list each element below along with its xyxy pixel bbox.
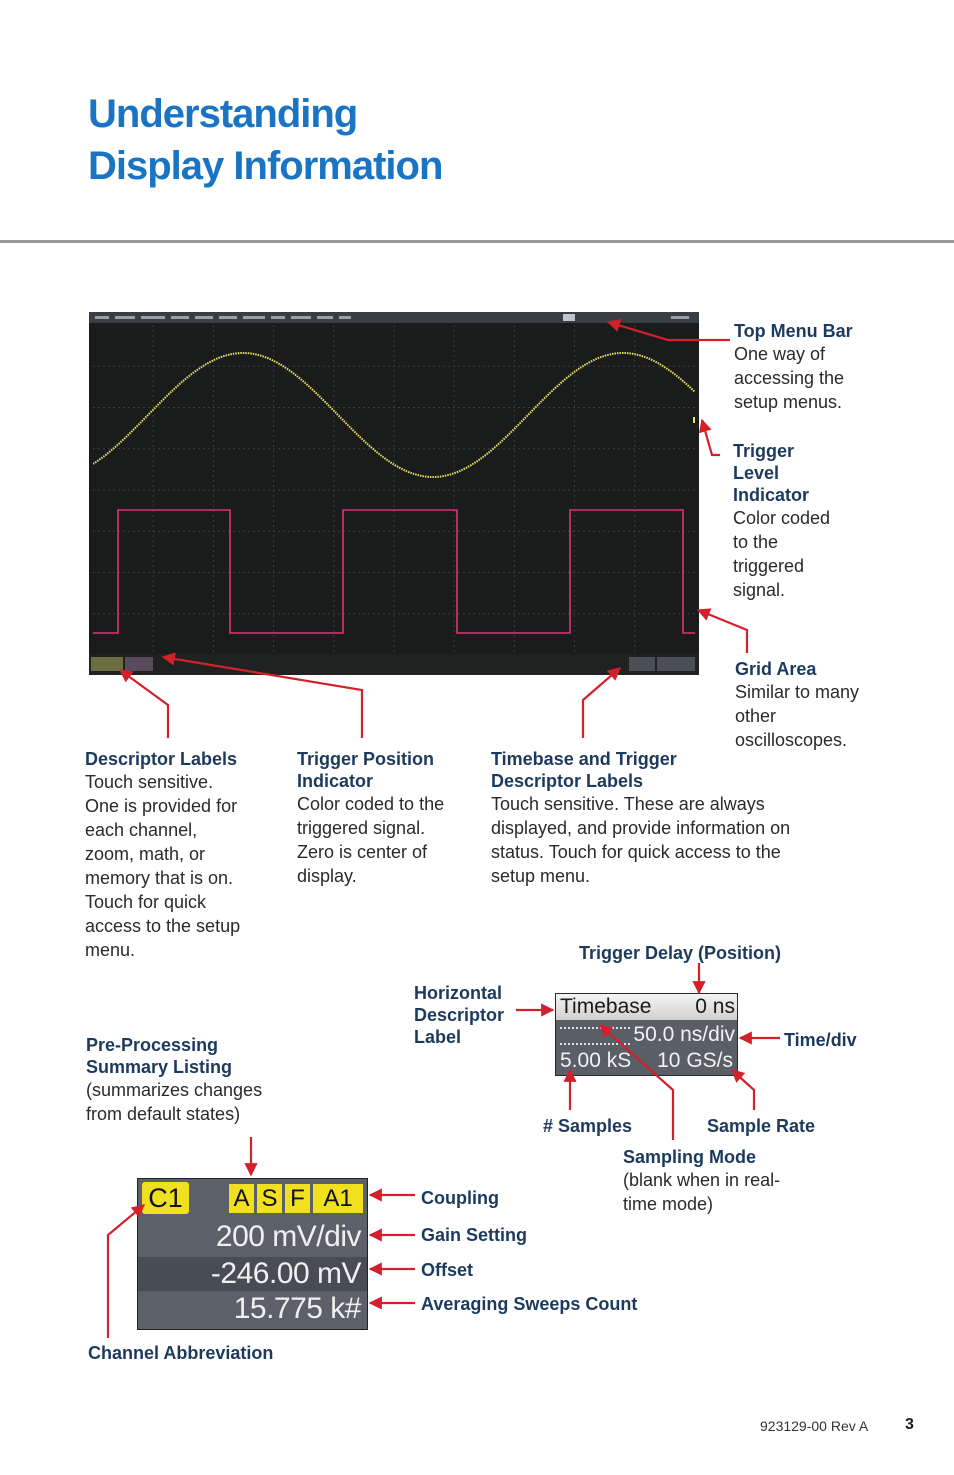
callout-heading: Trigger Level Indicator (733, 441, 810, 505)
channel-abbreviation-badge: C1 (142, 1182, 189, 1214)
callout-heading: Timebase and Trigger Descriptor Labels (491, 749, 677, 791)
callout-sampling-mode (623, 1146, 783, 1216)
callout-body: Color coded to the triggered signal. (733, 508, 831, 600)
callout-timebase-trigger (491, 748, 791, 888)
sampling-mode-dots (560, 1043, 630, 1045)
channel-descriptor-label[interactable] (137, 1178, 368, 1330)
footer-doc-number: 923129-00 Rev A (760, 1418, 869, 1434)
channel-offset: -246.00 mV (210, 1257, 361, 1290)
callout-top-menu-bar (734, 320, 884, 414)
callout-grid-area (735, 658, 865, 752)
scope-menu-item (291, 316, 311, 319)
callout-descriptor-labels (85, 748, 245, 962)
callout-trigger-position (297, 748, 457, 888)
channel-gain: 200 mV/div (215, 1220, 361, 1253)
scope-descriptor-c2[interactable] (125, 657, 153, 671)
scope-menu-item (141, 316, 165, 319)
header-rule (0, 240, 954, 243)
callout-body: (summarizes changes from default states) (86, 1080, 263, 1124)
timebase-middle-row (556, 1021, 738, 1049)
timebase-descriptor-label[interactable] (555, 993, 738, 1076)
scope-menu-item (339, 316, 351, 319)
label-time-div: Time/div (784, 1030, 857, 1050)
flag-averaging: A (229, 1184, 254, 1213)
scope-menu-item (671, 316, 689, 319)
timebase-delay: 0 ns (695, 995, 735, 1018)
callout-body: Touch sensitive. These are always displayed, and provide information on status. Touch for quick access to the setup menu. (491, 794, 791, 886)
scope-menu-item (115, 316, 135, 319)
callout-heading: Top Menu Bar (734, 321, 853, 341)
scope-menu-item (171, 316, 189, 319)
label-sample-rate: Sample Rate (707, 1116, 816, 1136)
timebase-samples: 5.00 kS (560, 1049, 632, 1072)
timebase-title: Timebase (560, 995, 652, 1018)
callout-body: One way of accessing the setup menus. (734, 344, 845, 412)
channel-sweeps: 15.775 k# (233, 1292, 361, 1325)
timebase-header (556, 994, 738, 1020)
page-title-line2: Display Information (88, 144, 443, 188)
scope-menu-item (271, 316, 285, 319)
scope-descriptor-c1[interactable] (91, 657, 123, 671)
callout-heading: Pre-Processing Summary Listing (86, 1035, 233, 1077)
oscilloscope-screenshot (89, 312, 699, 675)
scope-menu-item (195, 316, 213, 319)
scope-trigger-descriptor[interactable] (657, 657, 695, 671)
scope-menu-icon[interactable] (563, 314, 575, 321)
timebase-sample-rate: 10 GS/s (657, 1049, 733, 1072)
scope-grid-area (93, 325, 695, 655)
label-trigger-delay: Trigger Delay (Position) (579, 943, 782, 963)
callout-body: Color coded to the triggered signal. Zero is center of display. (297, 794, 445, 886)
scope-menu-item (95, 316, 109, 319)
callout-body: Touch sensitive. One is provided for each channel, zoom, math, or memory that is on. Touch for quick access to the setup menu. (85, 772, 241, 960)
callout-body: Similar to many other oscilloscopes. (735, 682, 860, 750)
arrow-trigger-level (702, 420, 720, 455)
scope-top-menu-bar[interactable] (89, 312, 699, 323)
timebase-time-div: 50.0 ns/div (633, 1023, 735, 1046)
footer-page-number: 3 (905, 1416, 914, 1433)
flag-coupling: A1 (313, 1184, 363, 1213)
scope-timebase-descriptor[interactable] (629, 657, 655, 671)
label-samples: # Samples (543, 1116, 633, 1136)
flag-sinx: S (257, 1184, 282, 1213)
arrow-grid-area (698, 610, 747, 653)
label-averaging: Averaging Sweeps Count (421, 1294, 638, 1314)
callout-heading: Sampling Mode (623, 1147, 757, 1167)
arrow-timebase (583, 668, 620, 738)
arrow-descriptor-labels (120, 670, 168, 738)
arrow-sample-rate (732, 1070, 754, 1110)
scope-descriptor-bar (89, 654, 699, 675)
callout-trigger-level (733, 440, 843, 602)
label-horizontal-descriptor: Horizontal Descriptor Label (414, 983, 505, 1047)
page-title (88, 88, 442, 192)
page-title-line1: Understanding (88, 92, 358, 136)
callout-pre-processing (86, 1034, 286, 1126)
label-offset: Offset (421, 1260, 474, 1280)
callout-heading: Grid Area (735, 659, 817, 679)
trigger-level-marker (693, 417, 695, 423)
label-channel-abbreviation: Channel Abbreviation (88, 1343, 274, 1363)
sampling-mode-dots (560, 1027, 630, 1029)
flag-filter: F (285, 1184, 310, 1213)
scope-menu-item (317, 316, 333, 319)
label-gain-setting: Gain Setting (421, 1225, 528, 1245)
scope-menu-item (219, 316, 237, 319)
callout-heading: Descriptor Labels (85, 749, 238, 769)
callout-heading: Trigger Position Indicator (297, 749, 435, 791)
scope-menu-item (243, 316, 265, 319)
callout-body: (blank when in real-time mode) (623, 1170, 781, 1214)
label-coupling: Coupling (421, 1188, 499, 1208)
